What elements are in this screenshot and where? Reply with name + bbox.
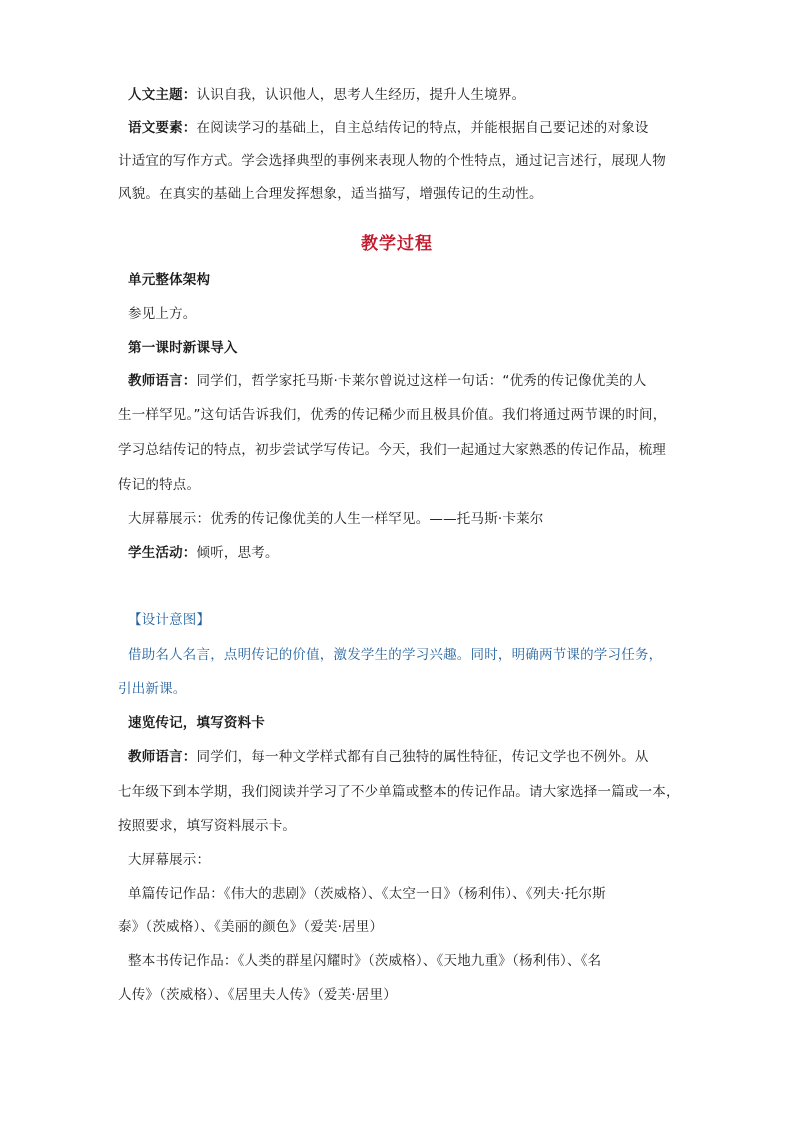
student-activity-label: 学生活动： [128, 545, 197, 561]
skim-teacher-label: 教师语言： [128, 749, 197, 765]
student-activity-text: 倾听，思考。 [196, 545, 279, 561]
skim-teacher-line2: 七年级下到本学期，我们阅读并学习了不少单篇或整本的传记作品。请大家选择一篇或一本， [118, 784, 680, 800]
lesson1-teacher-label: 教师语言： [128, 373, 197, 389]
section-title: 教学过程 [361, 234, 433, 254]
skim-teacher-line1 [128, 748, 708, 766]
unit-text: 参见上方。 [128, 306, 197, 322]
elements-paragraph-line1 [128, 119, 708, 137]
unit-heading: 单元整体架构 [128, 272, 211, 288]
design-intent-line1: 借助名人名言，点明传记的价值，激发学生的学习兴趣。同时，明确两节课的学习任务， [128, 647, 663, 663]
theme-text: 认识自我，认识他人，思考人生经历，提升人生境界。 [196, 87, 526, 103]
lesson1-teacher-line3: 学习总结传记的特点，初步尝试学写传记。今天，我们一起通过大家熟悉的传记作品，梳理 [118, 442, 666, 458]
skim-teacher-line3: 按照要求，填写资料展示卡。 [118, 818, 297, 834]
elements-label: 语文要素： [128, 120, 197, 136]
design-intent-heading: 【设计意图】 [128, 612, 211, 628]
theme-paragraph [128, 86, 708, 104]
lesson1-teacher-line1 [128, 372, 708, 390]
lesson1-teacher-text1: 同学们，哲学家托马斯·卡莱尔曾说过这样一句话：“优秀的传记像优美的人 [196, 373, 647, 389]
lesson1-teacher-line2: 生一样罕见。”这句话告诉我们，优秀的传记稀少而且极具价值。我们将通过两节课的时间， [118, 407, 667, 423]
book-works-line2: 人传》（茨威格）、《居里夫人传》（爱芙·居里） [118, 987, 397, 1003]
theme-label: 人文主题： [128, 87, 197, 103]
lesson1-student-activity [128, 544, 708, 562]
lesson1-screen-text: 大屏幕展示：优秀的传记像优美的人生一样罕见。——托马斯·卡莱尔 [128, 511, 544, 527]
lesson1-teacher-line4: 传记的特点。 [118, 477, 201, 493]
design-intent-line2: 引出新课。 [118, 681, 187, 697]
single-works-line2: 泰》（茨威格）、《美丽的颜色》（爱芙·居里） [118, 919, 384, 935]
book-works-line1: 整本书传记作品：《人类的群星闪耀时》（茨威格）、《天地九重》（杨利伟）、《名 [128, 953, 602, 969]
lesson1-heading: 第一课时新课导入 [128, 340, 238, 356]
skim-screen-label: 大屏幕展示： [128, 852, 211, 868]
elements-text-line3: 风貌。在真实的基础上合理发挥想象，适当描写，增强传记的生动性。 [118, 186, 543, 202]
single-works-line1: 单篇传记作品：《伟大的悲剧》（茨威格）、《太空一日》（杨利伟）、《列夫·托尔斯 [128, 886, 606, 902]
skim-teacher-text1: 同学们，每一种文学样式都有自己独特的属性特征，传记文学也不例外。从 [196, 749, 649, 765]
elements-text-line2: 计适宜的写作方式。学会选择典型的事例来表现人物的个性特点，通过记言述行，展现人物 [118, 153, 666, 169]
skim-heading: 速览传记，填写资料卡 [128, 715, 265, 731]
elements-text-line1: 在阅读学习的基础上，自主总结传记的特点，并能根据自己要记述的对象设 [196, 120, 649, 136]
